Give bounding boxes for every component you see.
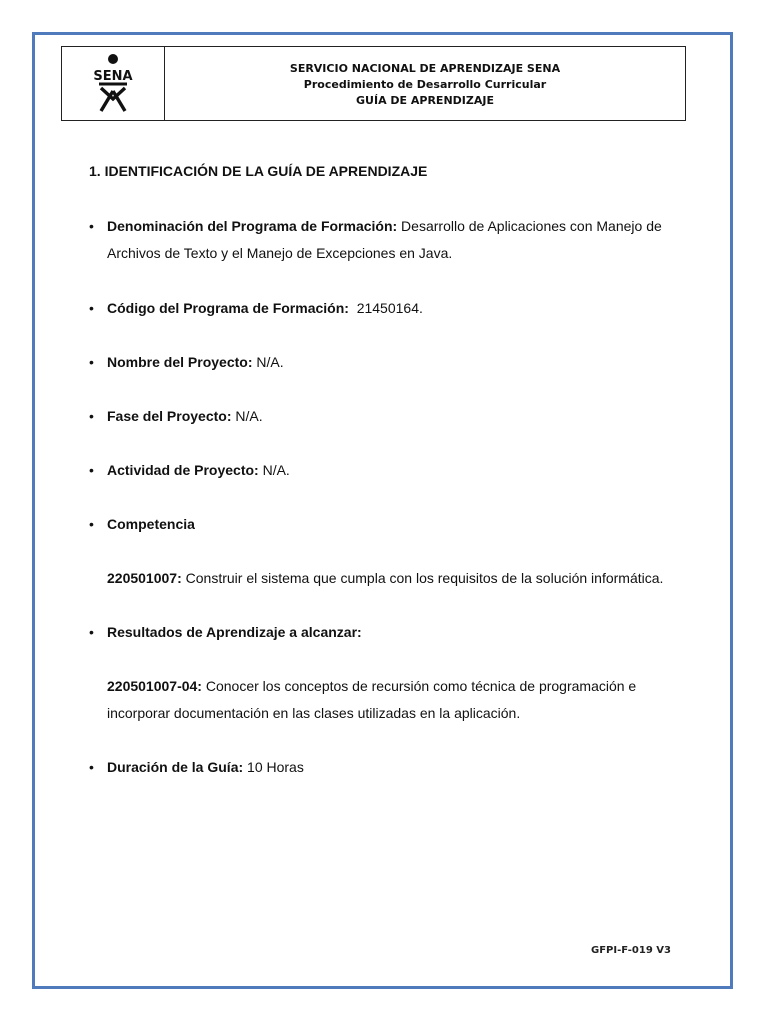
bullet-icon: • [89, 408, 94, 424]
bullet-icon: • [89, 462, 94, 478]
resultados-code: 220501007-04: [107, 678, 202, 694]
proyecto-value: N/A. [252, 354, 284, 370]
programa-label: Denominación del Programa de Formación: [107, 218, 398, 234]
bullet-icon: • [89, 354, 94, 370]
logo-cell [62, 47, 165, 120]
form-code: GFPI-F-019 V3 [591, 945, 671, 956]
competencia-detail [89, 565, 699, 592]
resultados-text: Conocer los conceptos de recursión como técnica de programación e incorporar documentación en las clases utilizadas en la aplicación. [107, 678, 637, 721]
programa-value: Desarrollo de Aplicaciones con Manejo de Archivos de Texto y el Manejo de Excepciones en Java. [107, 218, 662, 261]
bullet-icon: • [89, 624, 94, 640]
resultados-label: Resultados de Aprendizaje a alcanzar: [107, 624, 362, 640]
codigo-label: Código del Programa de Formación: [107, 300, 349, 316]
item-duracion [89, 754, 699, 781]
actividad-value: N/A. [258, 462, 290, 478]
bullet-icon: • [89, 218, 94, 234]
item-resultados [89, 619, 699, 646]
fase-value: N/A. [231, 408, 263, 424]
proyecto-label: Nombre del Proyecto: [107, 354, 253, 370]
duracion-label: Duración de la Guía: [107, 759, 244, 775]
resultados-detail [89, 673, 699, 727]
actividad-label: Actividad de Proyecto: [107, 462, 259, 478]
header-text [165, 47, 685, 120]
duracion-value: 10 Horas [243, 759, 304, 775]
item-fase [89, 403, 699, 430]
section-title: 1. IDENTIFICACIÓN DE LA GUÍA DE APRENDIZAJE [89, 163, 428, 179]
codigo-value: 21450164. [348, 300, 423, 316]
item-proyecto [89, 349, 699, 376]
header-procedure: Procedimiento de Desarrollo Curricular [303, 77, 547, 91]
bullet-icon: • [89, 300, 94, 316]
document-body [89, 158, 699, 781]
competencia-text-block [107, 565, 699, 592]
header-institution: SERVICIO NACIONAL DE APRENDIZAJE SENA [289, 61, 561, 75]
sena-logo [81, 53, 145, 115]
bullet-icon: • [89, 759, 94, 775]
item-codigo [89, 295, 699, 322]
competencia-label: Competencia [107, 516, 195, 532]
header-guide-type: GUÍA DE APRENDIZAJE [356, 93, 494, 107]
sena-logo-text: SENA [93, 68, 133, 84]
item-competencia [89, 511, 699, 538]
item-actividad [89, 457, 699, 484]
competencia-text: Construir el sistema que cumpla con los requisitos de la solución informática. [181, 570, 664, 586]
fase-label: Fase del Proyecto: [107, 408, 232, 424]
item-programa [89, 213, 699, 267]
bullet-icon: • [89, 516, 94, 532]
document-header [61, 46, 686, 121]
competencia-code: 220501007: [107, 570, 182, 586]
